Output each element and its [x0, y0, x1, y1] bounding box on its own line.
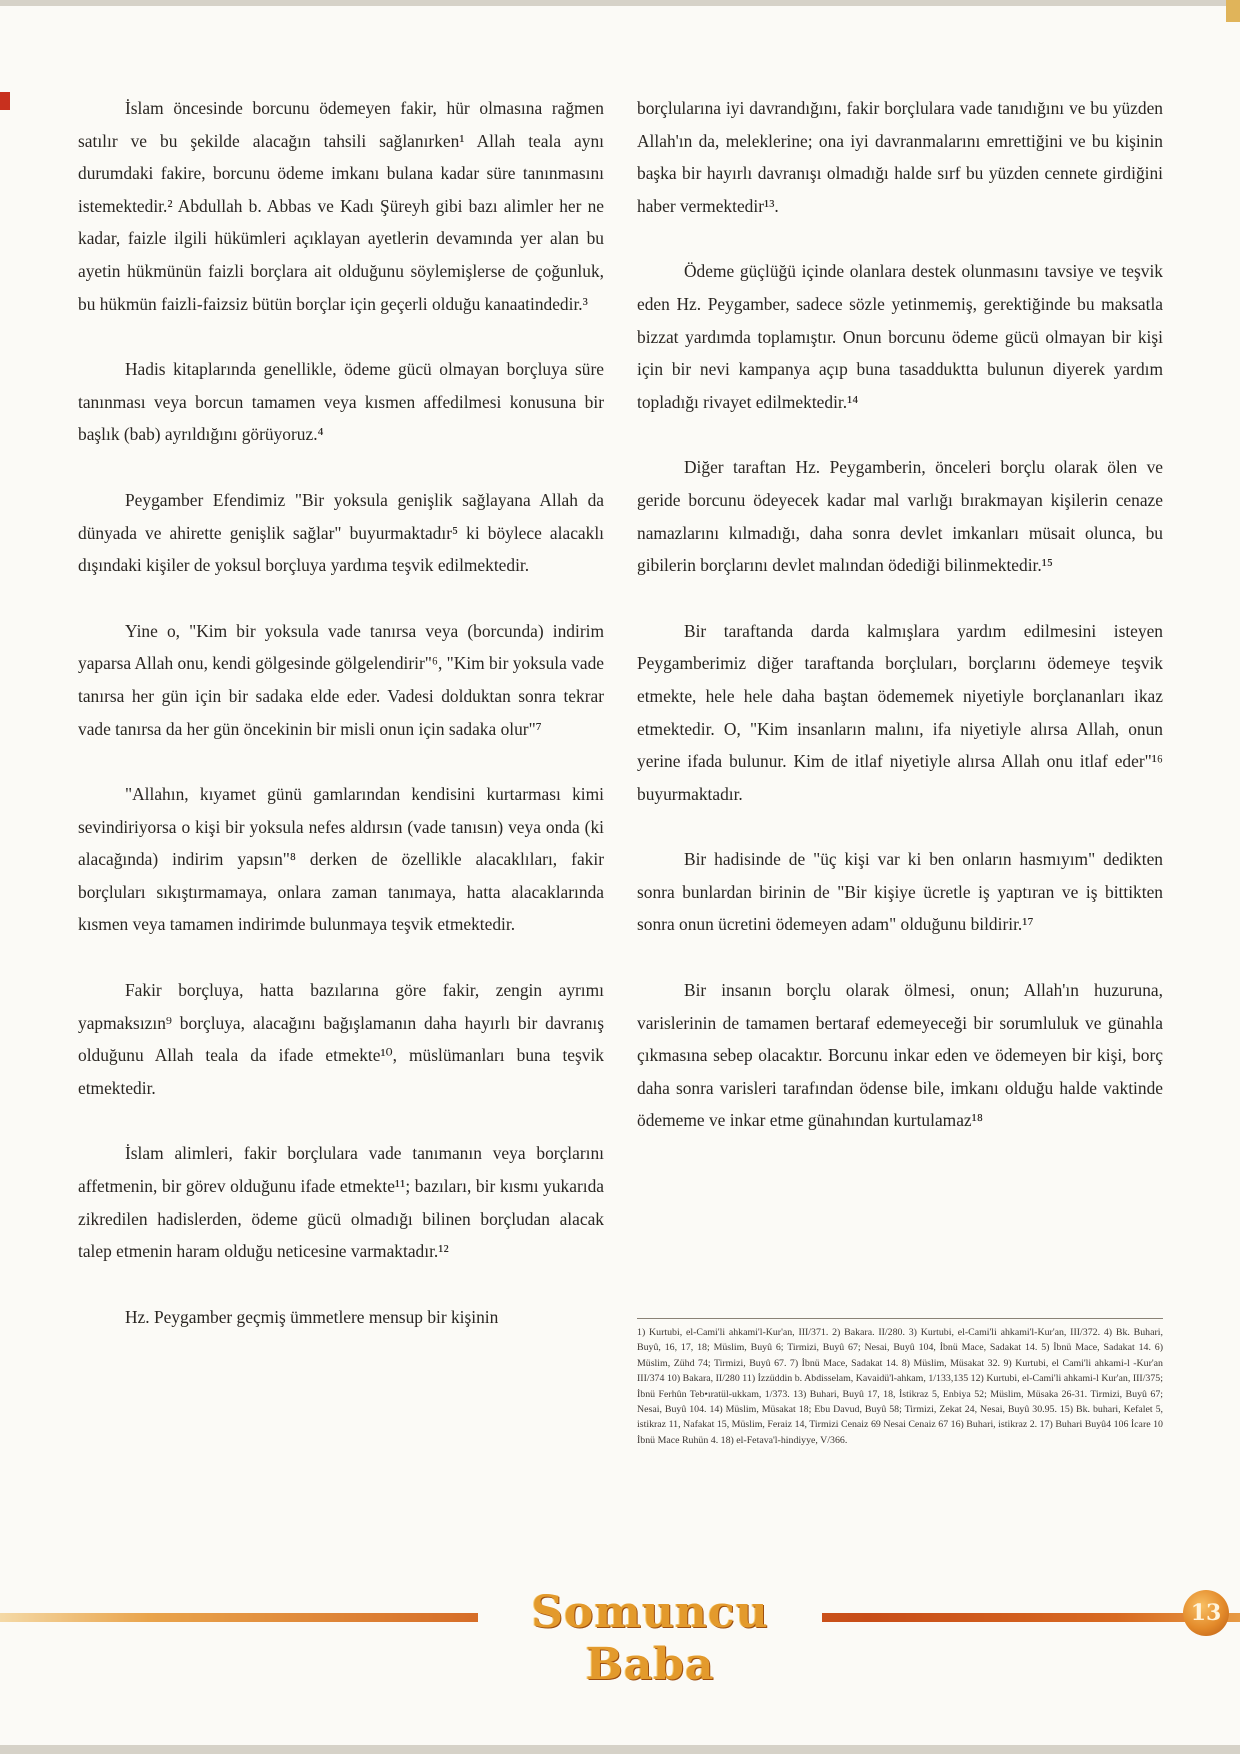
paragraph: Peygamber Efendimiz "Bir yoksula genişlik sağlayana Allah da dünyada ve ahirette genişlik sağlar" buyurmaktadır⁵ ki böylece alacaklı dışındaki kişiler de yoksul borçluya yardıma teşvik edilmektedir. [78, 489, 604, 576]
top-edge-rule [0, 0, 1240, 6]
paragraph: Diğer taraftan Hz. Peygamberin, önceleri borçlu olarak ölen ve geride borcunu ödeyecek kadar mal varlığı bırakmayan kişilerin cenaze namazlarını kılmadığı, daha sonra devlet imkanları müsait olunca, bu gibilerin borçlarını devlet malından ödediği bilinmektedir.¹⁵ [637, 457, 1163, 576]
page-footer [0, 1585, 1240, 1690]
paragraph: Ödeme güçlüğü içinde olanlara destek olunmasını tavsiye ve teşvik eden Hz. Peygamber, sadece sözle yetinmemiş, gerektiğinde bu maksatla bizzat yardımda toplamıştır. Onun borcunu ödeme gücü olmayan bir kişi için bir nevi kampanya açıp buna tasadduktta bulunun diyerek yardım topladığı rivayet edilmektedir.¹⁴ [637, 261, 1163, 412]
corner-tab [1226, 0, 1240, 22]
paragraph: "Allahın, kıyamet günü gamlarından kendisini kurtarması kimi sevindiriyorsa o kişi bir yoksula nefes aldırsın (vade tanısın) veya onda (ki alacağında) indirim yapsın"⁸ derken de özellikle alacaklıları, fakir borçluları sıkıştırmamaya, onlara zaman tanımaya, hatta alacaklarında kısmen veya tamamen indirimde bulunmaya teşvik etmektedir. [78, 784, 604, 935]
right-column [637, 92, 1163, 1137]
bottom-edge-rule [0, 1745, 1240, 1754]
paragraph: borçlularına iyi davrandığını, fakir borçlulara vade tanıdığını ve bu yüzden Allah'ın da, meleklerine; ona iyi davranmalarını emrettiğini ve bu kişinin başka bir hayırlı davranışı olmadığı halde sırf bu yüzden cennete girdiğini haber vermektedir¹³. [637, 98, 1163, 216]
page-number: 13 [1183, 1590, 1229, 1636]
paragraph: Hadis kitaplarında genellikle, ödeme gücü olmayan borçluya süre tanınması veya borcun tamamen veya kısmen affedilmesi konusuna bir başlık (bab) ayrıldığını görüyoruz.⁴ [78, 359, 604, 445]
paragraph: Bir taraftanda darda kalmışlara yardım edilmesini isteyen Peygamberimiz diğer taraftanda borçluları, borçlarını ödemeye teşvik etmekte, hele hele daha baştan ödememek niyetiyle borçlananları ikaz etmektedir. O, "Kim insanların malını, ifa niyetiyle alırsa Allah, onun yerine ifada bulunur. Kim de itlaf niyetiyle alırsa Allah onu itlaf eder"¹⁶ buyurmaktadır. [637, 620, 1163, 804]
paragraph: Bir hadisinde de "üç kişi var ki ben onların hasmıyım" dedikten sonra bunlardan birinin de "Bir kişiye ücretle iş yaptıran ve iş bittikten sonra onun ücretini ödemeyen adam" olduğunu bildirir.¹⁷ [637, 849, 1163, 935]
magazine-logo: Somuncu Baba [531, 1587, 769, 1690]
paragraph: İslam alimleri, fakir borçlulara vade tanımanın veya borçlarını affetmenin, bir görev olduğunu ifade etmekte¹¹; bazıları, bir kısmı yukarıda zikredilen hadislerden, ödeme gücü olmadığı bilinen borçludan alacak talep etmenin haram olduğu neticesine varmaktadır.¹² [78, 1143, 604, 1262]
left-column [78, 92, 604, 1333]
footnotes: 1) Kurtubi, el-Cami'li ahkami'l-Kur'an, III/371. 2) Bakara. II/280. 3) Kurtubi, el-Cami'li ahkami'l-Kur'an, III/372. 4) Bk. Buhari, Buyû, 16, 17, 18; Müslim, Buyû 6; Tirmizi, Buyû 67; Nesai, Buyû 104, İbnü Mace, Sadakat 14. 5) İbnü Mace, Sadakat 14. 6) Müslim, Zühd 74; Tirmizi, Buyû 67. 7) İbnü Mace, Sadakat 14. 8) Müslim, Müsakat 32. 9) Kurtubi, el Cami'li ahkami-l -Kur'an III/374 10) Bakara, II/280 11) İzzüddin b. Abdisselam, Kavaidü'l-ahkam, 1/133,135 12) Kurtubi, el-Cami'li ahkami-l Kur'an, III/375; İbnü Ferhûn Teb•ıratül-ukkam, 1/373. 13) Buhari, Buyû 17, 18, İstikraz 5, Enbiya 52; Müslim, Müsaka 26-31. Tirmizi, Buyû 67; Nesai, Buyû 104. 14) Müslim, Müsakat 18; Ebu Davud, Buyû 58; Tirmizi, Zekat 24, Nesai, Buyû 30.95. 15) Bk. buhari, Kefalet 5, istikraz 11, Nafakat 15, Müslim, Feraiz 14, Tirmizi Cenaiz 69 Nesai Cenaiz 67 16) Buhari, istikraz 2. 17) Buhari Buyû4 106 İcare 10 İbnü Mace Ruhün 4. 18) el-Fetava'l-hindiyye, V/366. [637, 1318, 1163, 1448]
paragraph: Bir insanın borçlu olarak ölmesi, onun; Allah'ın huzuruna, varislerinin de tamamen bertaraf edemeyeceği bir sorumluluk ve günahla çıkmasına sebep olacaktır. Borcunu inkar eden ve ödemeyen bir kişi, borç daha sonra varisleri tarafından ödense bile, imkanı olduğu halde vaktinde ödememe ve inkar etme günahından kurtulamaz¹⁸ [637, 980, 1163, 1131]
section-marker [0, 92, 10, 110]
paragraph: Yine o, "Kim bir yoksula vade tanırsa veya (borcunda) indirim yaparsa Allah onu, kendi gölgesinde gölgelendirir"⁶, "Kim bir yoksula vade tanırsa her gün için bir sadaka elde eder. Vadesi dolduktan sonra tekrar vade tanırsa da her gün öncekinin bir misli onun için sadaka olur"⁷ [78, 620, 604, 739]
paragraph: Fakir borçluya, hatta bazılarına göre fakir, zengin ayrımı yapmaksızın⁹ borçluya, alacağını bağışlamanın daha hayırlı bir davranış olduğunu Allah teala da ifade etmekte¹⁰, müslümanları buna teşvik etmektedir. [78, 980, 604, 1098]
paragraph: İslam öncesinde borcunu ödemeyen fakir, hür olmasına rağmen satılır ve bu şekilde alacağın tahsili sağlanırken¹ Allah teala aynı durumdaki fakire, borcunu ödeme imkanı bulana kadar süre tanınmasını istemektedir.² Abdullah b. Abbas ve Kadı Şüreyh gibi bazı alimler her ne kadar, faizle ilgili hükümleri açıklayan ayetlerin devamında yer alan bu ayetin hükmünün faizli borçlara ait olduğunu söylemişlerse de çoğunluk, bu hükmün faizli-faizsiz bütün borçlar için geçerli olduğu kanaatindedir.³ [78, 98, 604, 314]
paragraph: Hz. Peygamber geçmiş ümmetlere mensup bir kişinin [125, 1306, 499, 1327]
